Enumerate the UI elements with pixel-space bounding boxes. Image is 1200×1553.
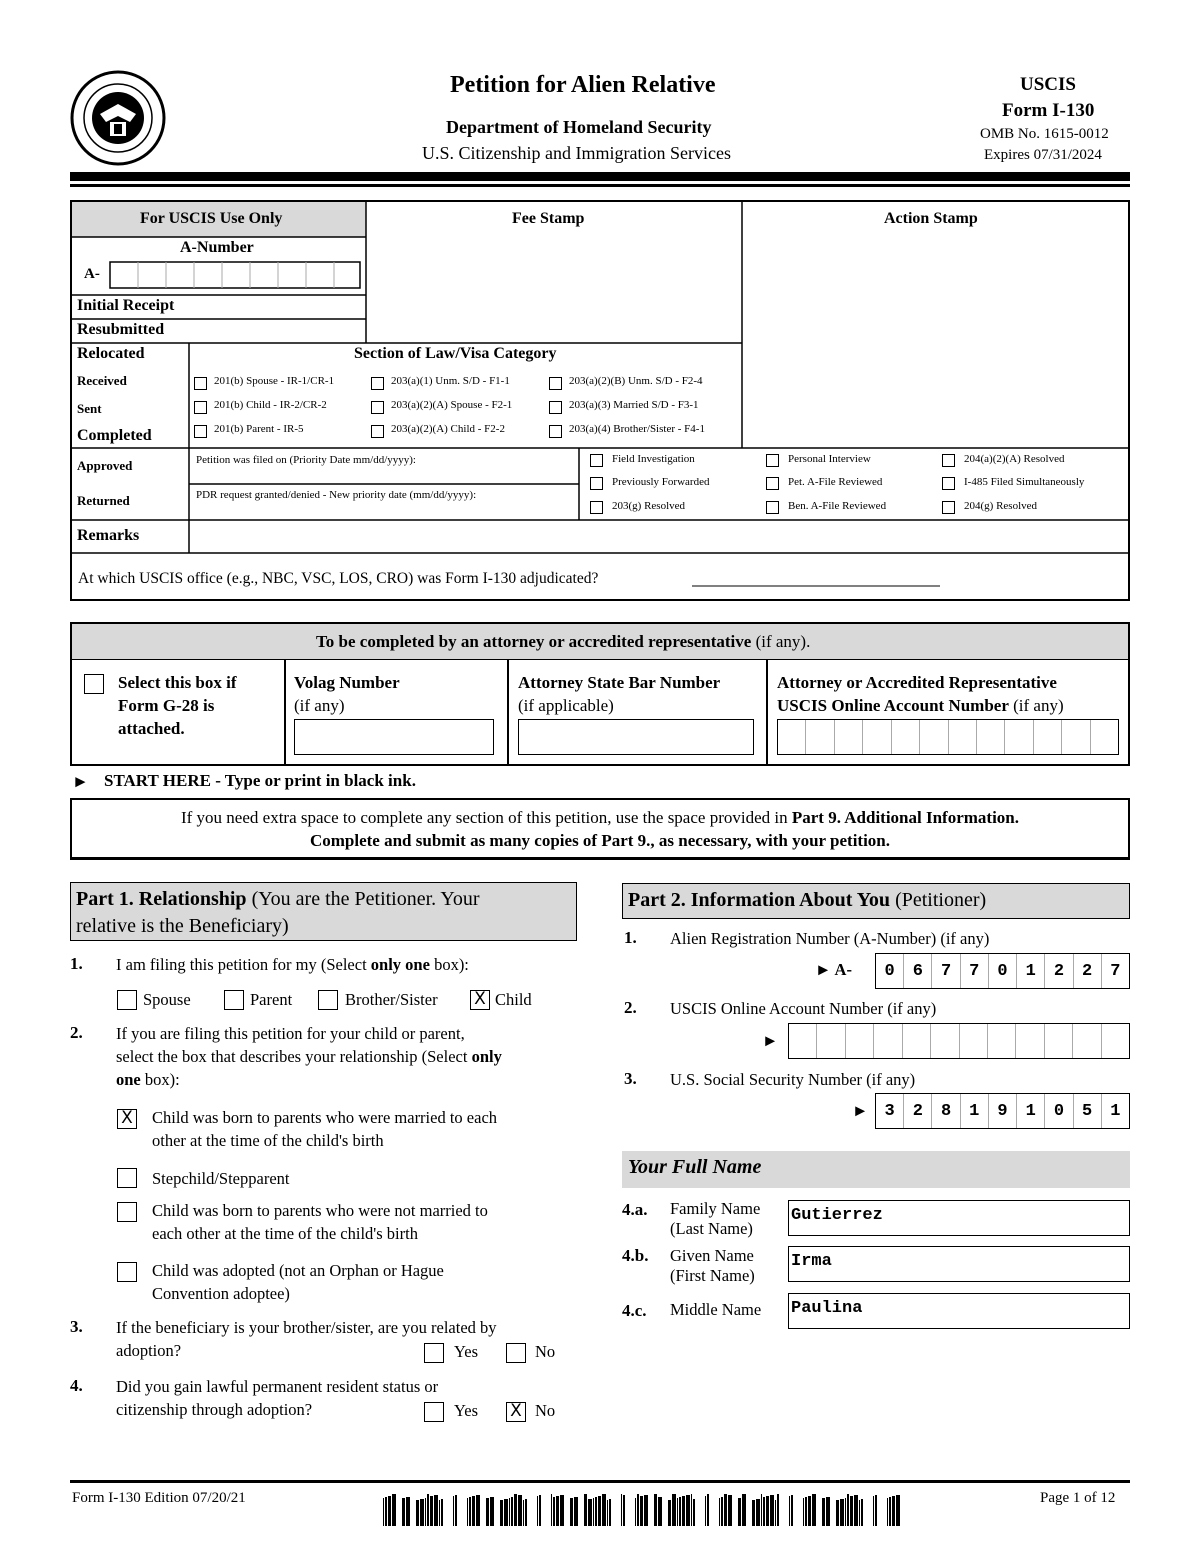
q3-no-checkbox[interactable]	[506, 1343, 526, 1363]
sent-label: Sent	[77, 401, 102, 416]
review-label: 204(g) Resolved	[964, 500, 1038, 512]
omb-number: OMB No. 1615-0012	[980, 126, 1109, 142]
review-label: Field Investigation	[612, 453, 695, 465]
q1-number: 1.	[70, 954, 83, 973]
category-label: 203(a)(2)(A) Child - F2-2	[391, 423, 505, 435]
category-label: 203(a)(3) Married S/D - F3-1	[569, 399, 699, 411]
section-of-law-label: Section of Law/Visa Category	[354, 345, 557, 362]
category-label: 203(a)(2)(A) Spouse - F2-1	[391, 399, 513, 411]
full-name-header: Your Full Name	[622, 1151, 1130, 1188]
digit-box: 0	[876, 954, 904, 988]
header-rule-thin	[70, 184, 1130, 187]
volag-number-label: Volag Number (if any)	[294, 673, 400, 715]
part1-header: Part 1. Relationship (You are the Petitioner. Your relative is the Beneficiary)	[70, 882, 577, 941]
review-label: Personal Interview	[788, 453, 871, 465]
fee-stamp-label: Fee Stamp	[512, 210, 585, 227]
middle-name-input[interactable]: Paulina	[788, 1293, 1130, 1329]
category-checkbox[interactable]	[194, 425, 207, 438]
review-label: I-485 Filed Simultaneously	[964, 476, 1085, 488]
adopted-label: Child was adopted (not an Orphan or Hague Convention adoptee)	[152, 1261, 444, 1303]
footer-rule	[70, 1480, 1130, 1483]
start-arrow-icon: ►	[72, 772, 89, 791]
q3-text: If the beneficiary is your brother/sister, are you related by adoption?	[116, 1318, 497, 1360]
relocated-label: Relocated	[77, 345, 145, 362]
part2-header: Part 2. Information About You (Petitioner)	[622, 883, 1130, 919]
review-checkbox[interactable]	[590, 454, 603, 467]
q3-yes-label: Yes	[454, 1342, 479, 1361]
priority-date-label: Petition was filed on (Priority Date mm/dd/yyyy):	[196, 454, 416, 466]
digit-box: 9	[989, 1094, 1017, 1128]
brother-sister-checkbox[interactable]	[318, 990, 338, 1010]
remarks-label: Remarks	[77, 527, 140, 544]
family-name-input[interactable]: Gutierrez	[788, 1200, 1130, 1236]
category-checkbox[interactable]	[549, 425, 562, 438]
footer-page-number: Page 1 of 12	[1040, 1490, 1116, 1506]
office-a-number-input[interactable]	[110, 262, 360, 288]
approved-label: Approved	[77, 458, 133, 473]
category-checkbox[interactable]	[194, 377, 207, 390]
q4-no-checkbox[interactable]: X	[506, 1402, 526, 1422]
digit-box: 2	[1074, 954, 1102, 988]
category-checkbox[interactable]	[371, 401, 384, 414]
review-checkbox[interactable]	[942, 454, 955, 467]
category-label: 201(b) Child - IR-2/CR-2	[214, 399, 327, 411]
digit-box: 7	[961, 954, 989, 988]
stepchild-checkbox[interactable]	[117, 1168, 137, 1188]
ssn-input[interactable]	[875, 1093, 1130, 1129]
review-checkbox[interactable]	[766, 454, 779, 467]
ssn-arrow-icon: ►	[852, 1101, 869, 1120]
review-label: Previously Forwarded	[612, 476, 710, 488]
completed-label: Completed	[77, 427, 152, 444]
adjudicated-office-input[interactable]	[692, 566, 940, 586]
volag-number-input[interactable]	[294, 719, 494, 755]
q4-yes-checkbox[interactable]	[424, 1402, 444, 1422]
category-label: 201(b) Parent - IR-5	[214, 423, 304, 435]
expiration-date: Expires 07/31/2024	[984, 147, 1102, 163]
extra-space-note: If you need extra space to complete any section of this petition, use the space provided in Part 9. Additional Information. Complete and submit as many copies of Part 9., as necessary, with your petition.	[70, 798, 1130, 860]
middle-name-number: 4.c.	[622, 1301, 647, 1320]
q4-no-label: No	[535, 1401, 556, 1420]
digit-box: 3	[876, 1094, 904, 1128]
category-checkbox[interactable]	[549, 401, 562, 414]
spouse-checkbox[interactable]	[117, 990, 137, 1010]
given-name-label: Given Name (First Name)	[670, 1246, 755, 1285]
bar-number-input[interactable]	[518, 719, 754, 755]
review-checkbox[interactable]	[590, 501, 603, 514]
agency-name: U.S. Citizenship and Immigration Services	[422, 143, 731, 163]
online-account-question: USCIS Online Account Number (if any)	[670, 999, 937, 1018]
ssn-question: U.S. Social Security Number (if any)	[670, 1070, 916, 1089]
child-checkbox[interactable]: X	[470, 990, 490, 1010]
a-number-input[interactable]	[875, 953, 1130, 989]
married-parents-checkbox[interactable]: X	[117, 1109, 137, 1129]
unmarried-parents-checkbox[interactable]	[117, 1202, 137, 1222]
digit-box: 1	[1110, 1101, 1121, 1121]
category-label: 203(a)(4) Brother/Sister - F4-1	[569, 423, 705, 435]
bar-number-label: Attorney State Bar Number (if applicable)	[518, 673, 721, 715]
g28-checkbox[interactable]	[84, 674, 104, 694]
digit-box: 0	[1045, 1094, 1073, 1128]
p2-q2-number: 2.	[624, 998, 637, 1017]
digit-box: 8	[932, 1094, 960, 1128]
barcode-icon	[383, 1494, 900, 1526]
category-checkbox[interactable]	[549, 377, 562, 390]
form-number: Form I-130	[1002, 100, 1095, 121]
review-checkbox[interactable]	[942, 501, 955, 514]
department-name: Department of Homeland Security	[446, 117, 712, 137]
q2-number: 2.	[70, 1023, 83, 1042]
attorney-header: To be completed by an attorney or accredited representative (if any).	[316, 632, 811, 651]
category-label: 203(a)(2)(B) Unm. S/D - F2-4	[569, 375, 703, 387]
family-name-label: Family Name (Last Name)	[670, 1199, 761, 1238]
spouse-label: Spouse	[143, 990, 191, 1009]
q3-no-label: No	[535, 1342, 556, 1361]
digit-box: 5	[1074, 1094, 1102, 1128]
received-label: Received	[77, 373, 127, 388]
brother-sister-label: Brother/Sister	[345, 990, 438, 1009]
start-here-label: START HERE - Type or print in black ink.	[104, 771, 416, 790]
remarks-input[interactable]	[190, 520, 1126, 552]
online-account-input[interactable]	[788, 1023, 1130, 1059]
review-checkbox[interactable]	[942, 477, 955, 490]
dhs-seal-icon	[70, 70, 166, 166]
digit-box: 1	[1017, 1094, 1045, 1128]
review-label: 204(a)(2)(A) Resolved	[964, 453, 1065, 465]
digit-box: 7	[1110, 961, 1121, 981]
review-label: Ben. A-File Reviewed	[788, 500, 887, 512]
given-name-number: 4.b.	[622, 1246, 649, 1265]
footer-form-edition: Form I-130 Edition 07/20/21	[72, 1490, 246, 1506]
category-label: 203(a)(1) Unm. S/D - F1-1	[391, 375, 510, 387]
q3-yes-checkbox[interactable]	[424, 1343, 444, 1363]
resubmitted-label: Resubmitted	[77, 321, 165, 338]
child-label: Child	[495, 990, 532, 1009]
review-checkbox[interactable]	[590, 477, 603, 490]
category-label: 201(b) Spouse - IR-1/CR-1	[214, 375, 335, 387]
adjudicated-office-label: At which USCIS office (e.g., NBC, VSC, LOS, CRO) was Form I-130 adjudicated?	[78, 570, 599, 587]
digit-box: 1	[961, 1094, 989, 1128]
family-name-number: 4.a.	[622, 1200, 648, 1219]
pdr-label: PDR request granted/denied - New priority date (mm/dd/yyyy):	[196, 489, 477, 501]
middle-name-label: Middle Name	[670, 1300, 762, 1319]
category-checkbox[interactable]	[194, 401, 207, 414]
attorney-account-input[interactable]	[777, 719, 1119, 755]
uscis-label: USCIS	[1020, 74, 1076, 95]
review-label: 203(g) Resolved	[612, 500, 686, 512]
q3-number: 3.	[70, 1317, 83, 1336]
q4-yes-label: Yes	[454, 1401, 479, 1420]
review-label: Pet. A-File Reviewed	[788, 476, 883, 488]
initial-receipt-label: Initial Receipt	[77, 297, 175, 314]
online-account-arrow-icon: ►	[762, 1031, 779, 1050]
q2-text: If you are filing this petition for your child or parent, select the box that describes your relationship (Select only one box):	[116, 1024, 502, 1089]
action-stamp-label: Action Stamp	[884, 210, 978, 227]
digit-box: 6	[904, 954, 932, 988]
a-prefix-label: A-	[84, 266, 100, 282]
q1-text: I am filing this petition for my (Select only one box):	[116, 955, 469, 974]
review-checkbox[interactable]	[766, 477, 779, 490]
g28-label: Select this box if Form G-28 is attached.	[118, 673, 237, 738]
digit-box: 7	[932, 954, 960, 988]
given-name-input[interactable]: Irma	[788, 1246, 1130, 1282]
uscis-use-only-box	[70, 200, 1130, 601]
stepchild-label: Stepchild/Stepparent	[152, 1169, 290, 1188]
digit-box: 2	[904, 1094, 932, 1128]
attorney-account-label: Attorney or Accredited Representative USCIS Online Account Number (if any)	[777, 673, 1064, 715]
attorney-box	[70, 622, 1130, 766]
a-number-question: Alien Registration Number (A-Number) (if any)	[670, 929, 990, 948]
unmarried-parents-label: Child was born to parents who were not married to each other at the time of the child's birth	[152, 1201, 488, 1243]
digit-box: 1	[1017, 954, 1045, 988]
adopted-checkbox[interactable]	[117, 1262, 137, 1282]
a-number-label: A-Number	[180, 239, 254, 256]
form-title: Petition for Alien Relative	[450, 72, 716, 98]
a-number-prefix: ► A-	[815, 960, 852, 979]
parent-checkbox[interactable]	[224, 990, 244, 1010]
review-checkbox[interactable]	[766, 501, 779, 514]
digit-box: 0	[989, 954, 1017, 988]
header-rule	[70, 172, 1130, 181]
q4-text: Did you gain lawful permanent resident status or citizenship through adoption?	[116, 1377, 439, 1419]
p2-q1-number: 1.	[624, 928, 637, 947]
parent-label: Parent	[250, 990, 293, 1009]
q4-number: 4.	[70, 1376, 83, 1395]
category-checkbox[interactable]	[371, 377, 384, 390]
category-checkbox[interactable]	[371, 425, 384, 438]
returned-label: Returned	[77, 493, 130, 508]
married-parents-label: Child was born to parents who were married to each other at the time of the child's birth	[152, 1108, 498, 1150]
digit-box: 2	[1045, 954, 1073, 988]
for-uscis-use-only-label: For USCIS Use Only	[140, 210, 283, 227]
p2-q3-number: 3.	[624, 1069, 637, 1088]
